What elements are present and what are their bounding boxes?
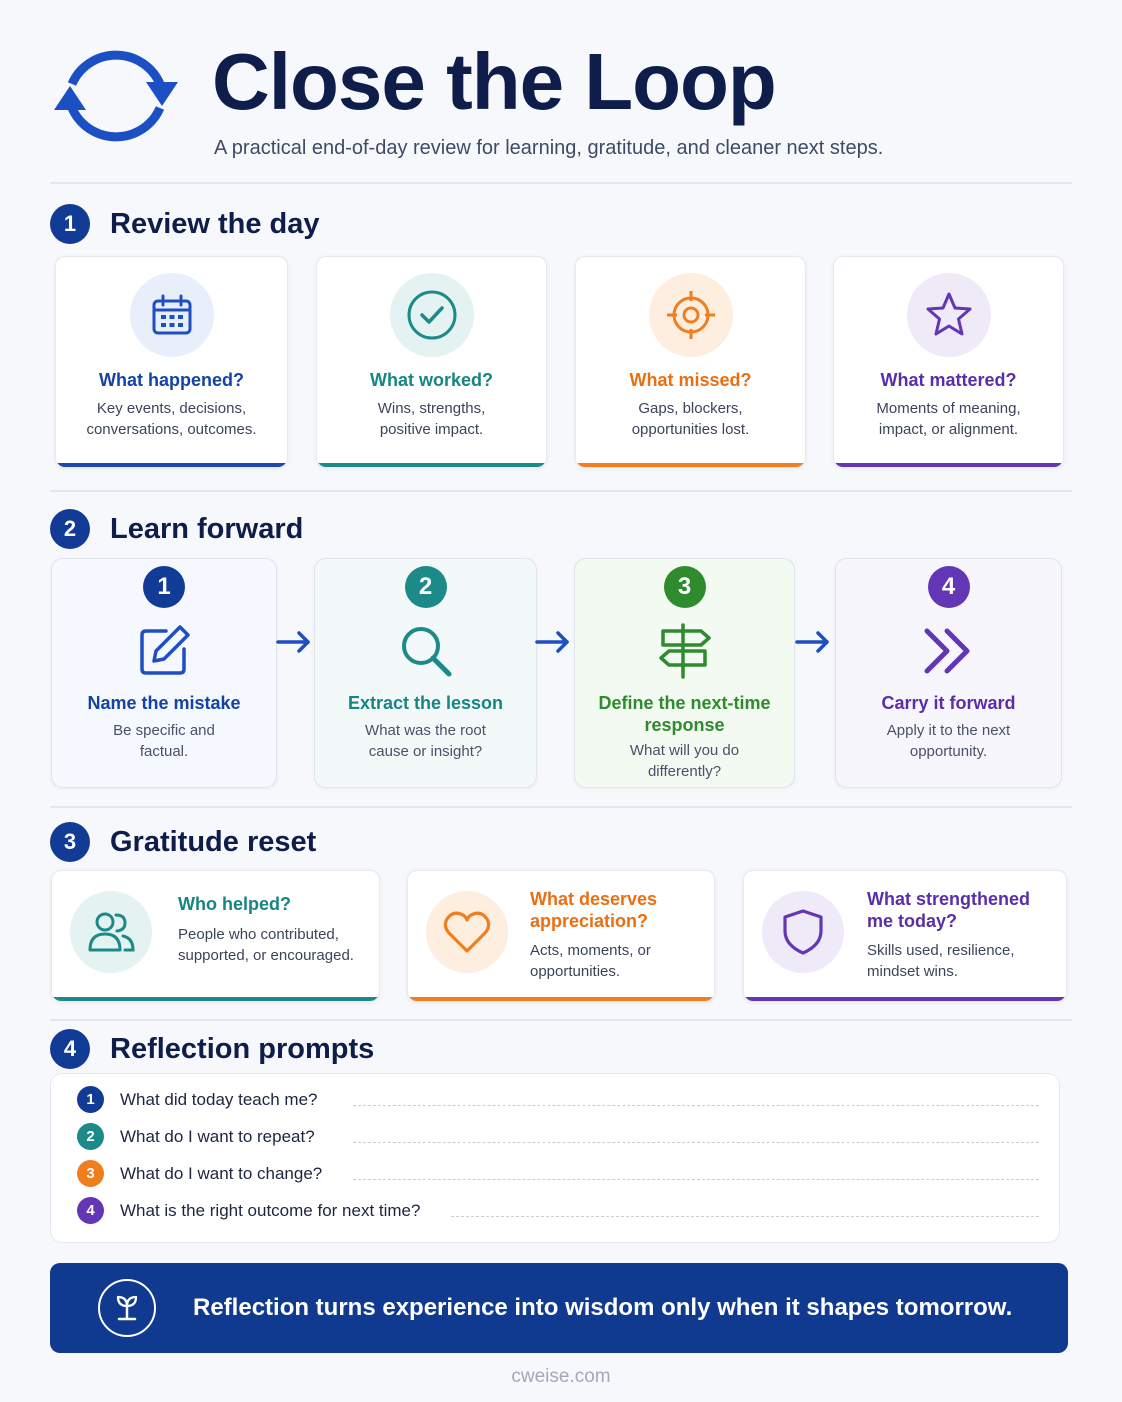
card-title: What happened? [99, 370, 244, 390]
prompt-number: 4 [77, 1197, 104, 1224]
edit-icon [134, 621, 194, 681]
prompt-row[interactable] [77, 1086, 1039, 1114]
divider [50, 1019, 1072, 1021]
prompt-text: What do I want to change? [120, 1164, 323, 1183]
calendar-icon [130, 273, 214, 357]
card-title: What strengthened me today? [867, 889, 1031, 931]
step-title: Extract the lesson [347, 693, 504, 713]
step-description: What was the root cause or insight? [365, 722, 486, 760]
step-number: 3 [664, 566, 706, 608]
step-title: Name the mistake [87, 693, 241, 713]
section-number: 2 [50, 509, 90, 549]
divider [50, 806, 1072, 808]
prompt-row[interactable] [77, 1160, 1039, 1188]
accent-bar [744, 997, 1066, 1001]
star-icon [907, 273, 991, 357]
section-title: Review the day [110, 208, 320, 240]
card-title: Who helped? [178, 894, 291, 914]
card-description: People who contributed, supported, or encouraged. [178, 926, 354, 964]
sprout-icon [98, 1279, 156, 1337]
prompt-text: What did today teach me? [120, 1090, 318, 1109]
accent-bar [317, 463, 546, 467]
section-number: 4 [50, 1029, 90, 1069]
accent-bar [834, 463, 1063, 467]
step-number: 4 [928, 566, 970, 608]
footer-domain[interactable]: cweise.com [511, 1366, 611, 1387]
review-card-missed [575, 256, 806, 468]
section-title: Reflection prompts [110, 1033, 375, 1065]
divider [50, 490, 1072, 492]
target-icon [649, 273, 733, 357]
magnifier-icon [396, 621, 456, 681]
section-title: Learn forward [110, 513, 304, 545]
prompt-row[interactable] [77, 1123, 1039, 1151]
step-description: What will you do differently? [629, 742, 740, 780]
answer-line[interactable] [353, 1142, 1039, 1143]
prompts-panel [50, 1073, 1060, 1243]
step-number: 2 [405, 566, 447, 608]
card-title: What mattered? [880, 370, 1017, 390]
prompt-number: 1 [77, 1086, 104, 1113]
prompt-text: What do I want to repeat? [120, 1127, 315, 1146]
shield-icon [762, 891, 844, 973]
review-card-happened [55, 256, 288, 468]
card-title: What missed? [629, 370, 752, 390]
card-description: Skills used, resilience, mindset wins. [867, 942, 1015, 980]
answer-line[interactable] [451, 1216, 1039, 1217]
section-number: 1 [50, 204, 90, 244]
step-description: Apply it to the next opportunity. [886, 722, 1011, 760]
arrow-right-icon [794, 629, 832, 655]
card-description: Wins, strengths, positive impact. [377, 400, 486, 438]
accent-bar [56, 463, 287, 467]
step-description: Be specific and factual. [113, 722, 215, 760]
card-description: Acts, moments, or opportunities. [530, 942, 651, 980]
gratitude-card-appreciation [407, 870, 715, 1002]
learn-step-extract-lesson [314, 558, 537, 788]
check-circle-icon [390, 273, 474, 357]
heart-icon [426, 891, 508, 973]
page-subtitle: A practical end-of-day review for learning, gratitude, and cleaner next steps. [214, 137, 884, 159]
people-icon [70, 891, 152, 973]
accent-bar [408, 997, 714, 1001]
step-title: Define the next-time response [598, 693, 771, 735]
learn-step-next-time-response [574, 558, 795, 788]
review-card-worked [316, 256, 547, 468]
step-number: 1 [143, 566, 185, 608]
card-description: Moments of meaning, impact, or alignment. [876, 400, 1021, 438]
section-title: Gratitude reset [110, 826, 317, 858]
prompt-row[interactable] [77, 1197, 1039, 1225]
prompt-number: 2 [77, 1123, 104, 1150]
answer-line[interactable] [353, 1179, 1039, 1180]
card-description: Key events, decisions, conversations, outcomes. [86, 400, 257, 438]
gratitude-card-who-helped [51, 870, 380, 1002]
banner-quote: Reflection turns experience into wisdom only when it shapes tomorrow. [193, 1294, 1013, 1321]
section-number: 3 [50, 822, 90, 862]
step-title: Carry it forward [881, 693, 1016, 713]
review-card-mattered [833, 256, 1064, 468]
quote-banner [50, 1263, 1068, 1353]
card-title: What worked? [369, 370, 493, 390]
page-title: Close the Loop [212, 37, 776, 126]
accent-bar [52, 997, 379, 1001]
refresh-loop-icon [50, 40, 182, 152]
divider [50, 182, 1072, 184]
arrow-right-icon [534, 629, 572, 655]
answer-line[interactable] [353, 1105, 1039, 1106]
arrow-right-icon [275, 629, 313, 655]
card-title: What deserves appreciation? [530, 889, 658, 931]
gratitude-card-strengthened [743, 870, 1067, 1002]
accent-bar [576, 463, 805, 467]
card-description: Gaps, blockers, opportunities lost. [631, 400, 750, 438]
learn-step-carry-forward [835, 558, 1062, 788]
signpost-icon [655, 621, 715, 681]
prompt-number: 3 [77, 1160, 104, 1187]
double-chevron-icon [919, 621, 979, 681]
learn-step-name-mistake [51, 558, 277, 788]
prompt-text: What is the right outcome for next time? [120, 1201, 421, 1220]
